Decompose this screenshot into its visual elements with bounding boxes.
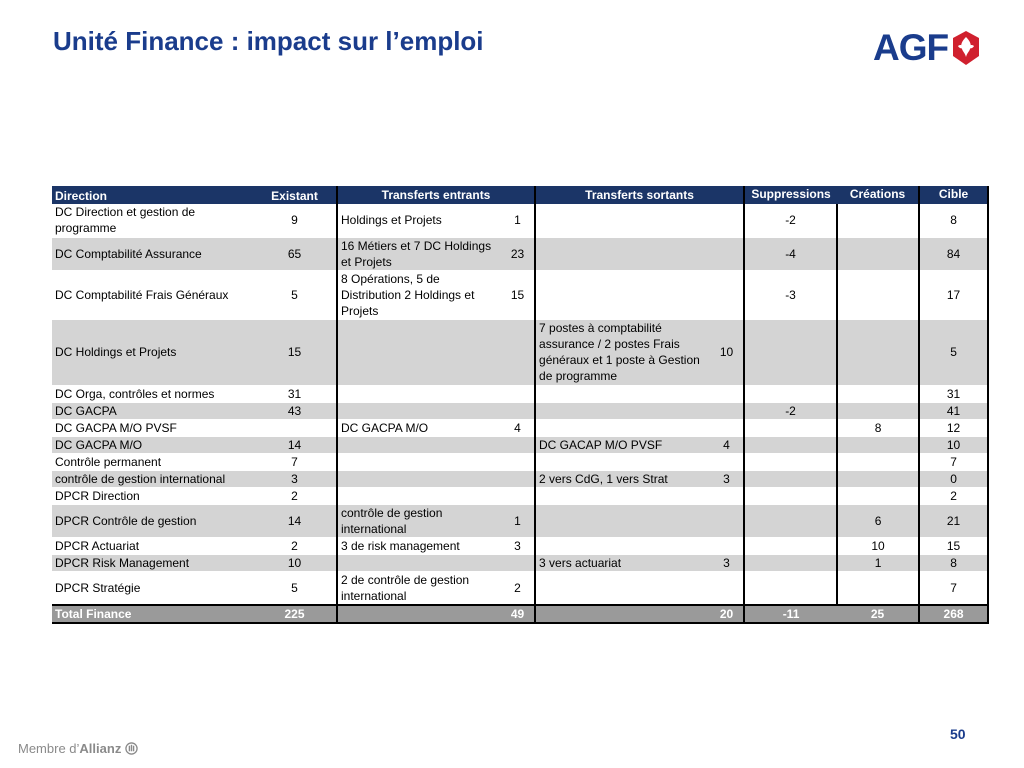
agf-emblem-icon xyxy=(951,30,981,66)
row-suppressions: -3 xyxy=(744,270,837,319)
row-cible: 7 xyxy=(919,571,988,605)
row-cible: 8 xyxy=(919,204,988,237)
slide-title: Unité Finance : impact sur l’emploi xyxy=(53,26,484,56)
row-suppressions xyxy=(744,319,837,385)
row-suppressions xyxy=(744,554,837,571)
row-creations: 10 xyxy=(837,537,919,554)
allianz-eagle-icon xyxy=(125,742,138,755)
row-transfert-sortant-value xyxy=(710,453,744,470)
header-transferts-entrants: Transferts entrants xyxy=(337,186,535,204)
table-row xyxy=(52,554,988,571)
footer-allianz: Allianz xyxy=(79,741,122,756)
logo-text: AGF xyxy=(873,27,949,68)
row-transfert-entrant-value xyxy=(501,487,535,504)
row-transfert-entrant-value xyxy=(501,402,535,419)
row-transfert-entrant-value xyxy=(501,385,535,402)
table-header-row xyxy=(52,186,988,204)
row-cible: 5 xyxy=(919,319,988,385)
row-creations xyxy=(837,453,919,470)
total-spacer xyxy=(337,605,501,623)
header-transferts-sortants: Transferts sortants xyxy=(535,186,744,204)
total-row xyxy=(52,605,988,623)
row-transfert-entrant-value: 2 xyxy=(501,571,535,605)
row-direction: contrôle de gestion international xyxy=(52,470,253,487)
row-suppressions xyxy=(744,537,837,554)
row-creations xyxy=(837,319,919,385)
row-transfert-sortant-value xyxy=(710,487,744,504)
row-cible: 2 xyxy=(919,487,988,504)
row-existant: 10 xyxy=(253,554,337,571)
row-transfert-sortant-value xyxy=(710,385,744,402)
row-existant xyxy=(253,419,337,436)
row-suppressions xyxy=(744,504,837,537)
row-transfert-entrant-label: Holdings et Projets xyxy=(337,204,501,237)
row-transfert-sortant-value xyxy=(710,537,744,554)
row-transfert-sortant-label xyxy=(535,419,710,436)
row-transfert-entrant-label: 2 de contrôle de gestion international xyxy=(337,571,501,605)
row-creations: 6 xyxy=(837,504,919,537)
table-row xyxy=(52,436,988,453)
row-transfert-entrant-label: 8 Opérations, 5 de Distribution 2 Holdings et Projets xyxy=(337,270,501,319)
total-suppressions: -11 xyxy=(744,605,837,623)
table-row xyxy=(52,204,988,237)
row-suppressions xyxy=(744,487,837,504)
row-creations xyxy=(837,571,919,605)
row-transfert-sortant-value xyxy=(710,237,744,270)
row-transfert-entrant-label xyxy=(337,470,501,487)
row-transfert-sortant-value xyxy=(710,571,744,605)
row-transfert-sortant-label xyxy=(535,402,710,419)
row-transfert-sortant-label xyxy=(535,237,710,270)
row-transfert-sortant-label xyxy=(535,204,710,237)
row-suppressions xyxy=(744,419,837,436)
row-transfert-entrant-value xyxy=(501,554,535,571)
row-transfert-sortant-value xyxy=(710,419,744,436)
row-direction: DC Holdings et Projets xyxy=(52,319,253,385)
row-creations xyxy=(837,237,919,270)
row-transfert-entrant-label: DC GACPA M/O xyxy=(337,419,501,436)
row-cible: 21 xyxy=(919,504,988,537)
row-transfert-sortant-value: 4 xyxy=(710,436,744,453)
table-row xyxy=(52,402,988,419)
row-transfert-entrant-value xyxy=(501,436,535,453)
row-existant: 3 xyxy=(253,470,337,487)
row-existant: 14 xyxy=(253,504,337,537)
row-transfert-sortant-label: 3 vers actuariat xyxy=(535,554,710,571)
row-existant: 43 xyxy=(253,402,337,419)
row-suppressions xyxy=(744,385,837,402)
row-transfert-entrant-value xyxy=(501,319,535,385)
total-existant: 225 xyxy=(253,605,337,623)
row-transfert-entrant-label: 16 Métiers et 7 DC Holdings et Projets xyxy=(337,237,501,270)
row-transfert-sortant-value: 3 xyxy=(710,470,744,487)
row-suppressions: -2 xyxy=(744,402,837,419)
row-creations xyxy=(837,204,919,237)
row-transfert-entrant-label xyxy=(337,453,501,470)
row-creations xyxy=(837,270,919,319)
row-creations xyxy=(837,402,919,419)
row-transfert-entrant-label xyxy=(337,385,501,402)
total-transferts-entrants: 49 xyxy=(501,605,535,623)
row-creations xyxy=(837,470,919,487)
row-transfert-entrant-value: 1 xyxy=(501,204,535,237)
row-transfert-sortant-value: 3 xyxy=(710,554,744,571)
header-direction: Direction xyxy=(52,186,253,204)
row-creations xyxy=(837,385,919,402)
row-existant: 14 xyxy=(253,436,337,453)
row-existant: 65 xyxy=(253,237,337,270)
row-existant: 2 xyxy=(253,537,337,554)
row-transfert-entrant-label xyxy=(337,487,501,504)
row-existant: 9 xyxy=(253,204,337,237)
footer-prefix: Membre d’ xyxy=(18,741,80,756)
row-transfert-entrant-value: 15 xyxy=(501,270,535,319)
header-creations: Créations xyxy=(837,186,919,204)
row-suppressions: -4 xyxy=(744,237,837,270)
row-existant: 5 xyxy=(253,571,337,605)
row-transfert-sortant-label xyxy=(535,504,710,537)
row-transfert-entrant-label: 3 de risk management xyxy=(337,537,501,554)
total-creations: 25 xyxy=(837,605,919,623)
row-suppressions xyxy=(744,470,837,487)
row-transfert-entrant-value: 23 xyxy=(501,237,535,270)
row-direction: DPCR Direction xyxy=(52,487,253,504)
page-number: 50 xyxy=(950,726,966,742)
row-direction: DPCR Contrôle de gestion xyxy=(52,504,253,537)
row-transfert-entrant-label: contrôle de gestion international xyxy=(337,504,501,537)
row-cible: 8 xyxy=(919,554,988,571)
row-direction: DC GACPA M/O xyxy=(52,436,253,453)
row-transfert-entrant-label xyxy=(337,402,501,419)
row-transfert-sortant-value xyxy=(710,504,744,537)
row-existant: 31 xyxy=(253,385,337,402)
row-transfert-sortant-label: 2 vers CdG, 1 vers Strat xyxy=(535,470,710,487)
row-transfert-sortant-label xyxy=(535,487,710,504)
row-transfert-sortant-value: 10 xyxy=(710,319,744,385)
row-cible: 7 xyxy=(919,453,988,470)
row-transfert-sortant-label: DC GACAP M/O PVSF xyxy=(535,436,710,453)
row-direction: DPCR Stratégie xyxy=(52,571,253,605)
row-transfert-entrant-label xyxy=(337,436,501,453)
table-body xyxy=(52,204,988,623)
row-direction: DC Orga, contrôles et normes xyxy=(52,385,253,402)
row-transfert-sortant-label xyxy=(535,270,710,319)
row-suppressions xyxy=(744,453,837,470)
row-transfert-sortant-label: 7 postes à comptabilité assurance / 2 postes Frais généraux et 1 poste à Gestion de programme xyxy=(535,319,710,385)
table-row xyxy=(52,470,988,487)
row-transfert-sortant-label xyxy=(535,571,710,605)
row-creations xyxy=(837,487,919,504)
total-direction: Total Finance xyxy=(52,605,253,623)
total-cible: 268 xyxy=(919,605,988,623)
row-transfert-entrant-value: 1 xyxy=(501,504,535,537)
row-transfert-entrant-value xyxy=(501,453,535,470)
table-row xyxy=(52,504,988,537)
row-creations: 8 xyxy=(837,419,919,436)
row-suppressions: -2 xyxy=(744,204,837,237)
row-direction: DC GACPA xyxy=(52,402,253,419)
row-direction: DPCR Risk Management xyxy=(52,554,253,571)
row-transfert-sortant-label xyxy=(535,537,710,554)
table-row xyxy=(52,571,988,605)
row-transfert-sortant-value xyxy=(710,270,744,319)
table-row xyxy=(52,453,988,470)
table-row xyxy=(52,270,988,319)
row-cible: 41 xyxy=(919,402,988,419)
row-direction: DPCR Actuariat xyxy=(52,537,253,554)
row-cible: 31 xyxy=(919,385,988,402)
header-cible: Cible xyxy=(919,186,988,204)
row-existant: 7 xyxy=(253,453,337,470)
row-cible: 84 xyxy=(919,237,988,270)
row-transfert-sortant-value xyxy=(710,402,744,419)
row-direction: DC GACPA M/O PVSF xyxy=(52,419,253,436)
finance-employment-table xyxy=(52,186,989,624)
row-transfert-entrant-label xyxy=(337,319,501,385)
row-cible: 12 xyxy=(919,419,988,436)
row-transfert-sortant-label xyxy=(535,453,710,470)
table-row xyxy=(52,419,988,436)
row-cible: 0 xyxy=(919,470,988,487)
row-cible: 17 xyxy=(919,270,988,319)
row-transfert-sortant-value xyxy=(710,204,744,237)
table-row xyxy=(52,319,988,385)
row-transfert-entrant-label xyxy=(337,554,501,571)
row-creations xyxy=(837,436,919,453)
table-row xyxy=(52,237,988,270)
row-direction: DC Comptabilité Frais Généraux xyxy=(52,270,253,319)
row-suppressions xyxy=(744,436,837,453)
table-row xyxy=(52,537,988,554)
row-creations: 1 xyxy=(837,554,919,571)
footer-brand xyxy=(18,741,138,756)
row-transfert-entrant-value: 3 xyxy=(501,537,535,554)
row-cible: 10 xyxy=(919,436,988,453)
row-direction: DC Direction et gestion de programme xyxy=(52,204,253,237)
row-direction: Contrôle permanent xyxy=(52,453,253,470)
agf-logo xyxy=(873,28,981,68)
table-row xyxy=(52,385,988,402)
header-existant: Existant xyxy=(253,186,337,204)
row-existant: 5 xyxy=(253,270,337,319)
table-row xyxy=(52,487,988,504)
row-existant: 2 xyxy=(253,487,337,504)
row-existant: 15 xyxy=(253,319,337,385)
header-suppressions: Suppressions xyxy=(744,186,837,204)
total-transferts-sortants: 20 xyxy=(710,605,744,623)
row-cible: 15 xyxy=(919,537,988,554)
row-direction: DC Comptabilité Assurance xyxy=(52,237,253,270)
row-transfert-sortant-label xyxy=(535,385,710,402)
row-transfert-entrant-value: 4 xyxy=(501,419,535,436)
row-suppressions xyxy=(744,571,837,605)
row-transfert-entrant-value xyxy=(501,470,535,487)
total-spacer xyxy=(535,605,710,623)
